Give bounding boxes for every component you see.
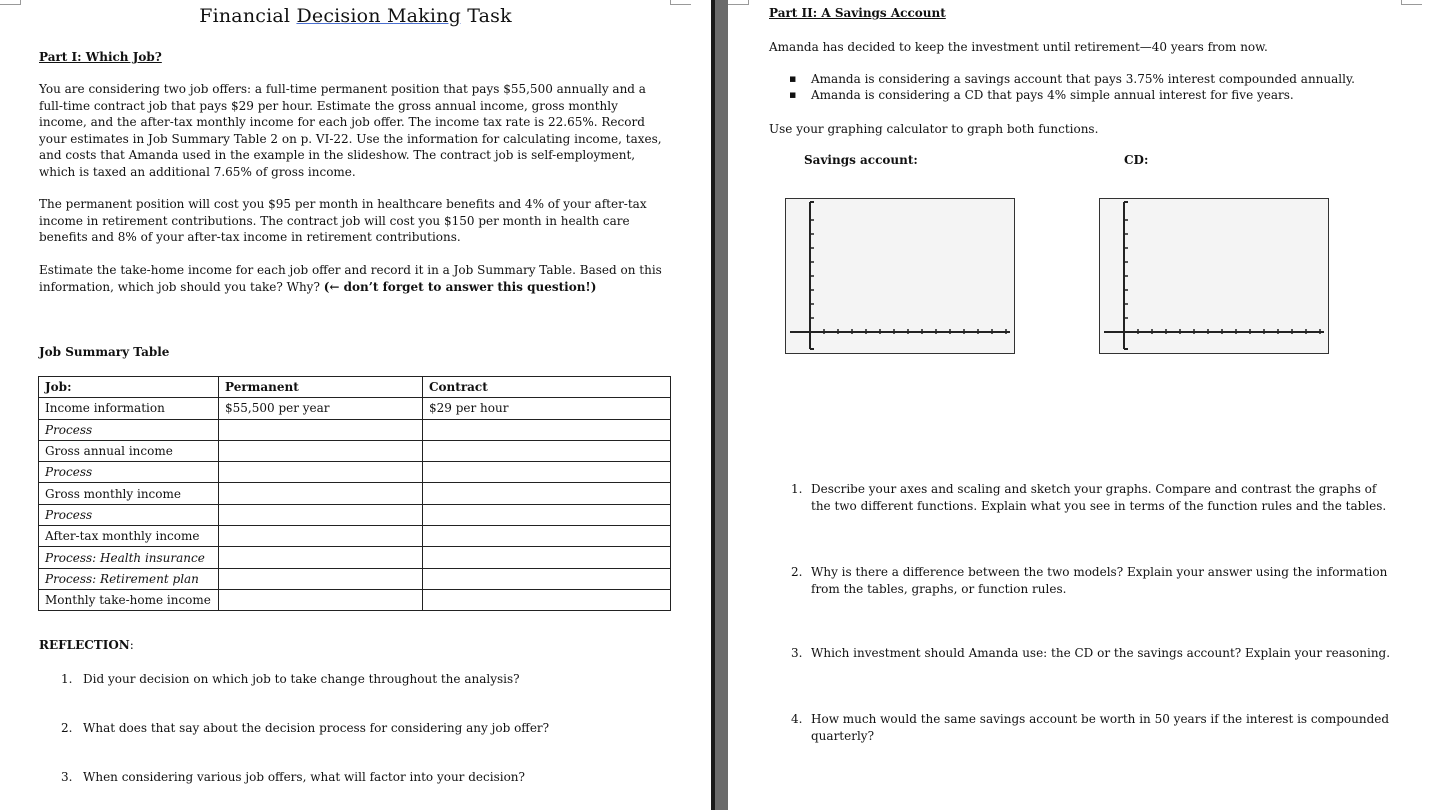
table-row: [39, 398, 671, 419]
option-list: [769, 71, 1409, 103]
table-cell: [423, 589, 671, 610]
table-cell: [219, 440, 423, 461]
reflection-item: [61, 770, 525, 784]
question-number: 3.: [791, 646, 803, 660]
table-cell: [219, 547, 423, 568]
question-text: Which investment should Amanda use: the CD or the savings account? Explain your reasoning.: [811, 646, 1391, 660]
part2-heading: Part II: A Savings Account: [769, 6, 946, 20]
job-summary-table: [38, 376, 671, 611]
part1-paragraph-3: [39, 262, 669, 295]
table-row: [39, 440, 671, 461]
title-text: Task: [460, 5, 512, 27]
table-cell: [219, 568, 423, 589]
cd-graph-label: CD:: [1124, 153, 1149, 167]
table-cell: [423, 440, 671, 461]
reflection-item: [61, 721, 549, 735]
paragraph-3-reminder: (← don’t forget to answer this question!): [323, 279, 597, 294]
right-page: [728, 0, 1431, 810]
title-text: Financial: [199, 5, 297, 27]
table-cell: [423, 462, 671, 483]
table-row: [39, 504, 671, 525]
left-page: [0, 0, 711, 810]
table-row: [39, 462, 671, 483]
table-cell: Process: [39, 504, 219, 525]
page-corner-mark: [728, 0, 749, 5]
table-cell: [219, 589, 423, 610]
table-row: [39, 568, 671, 589]
table-cell: [219, 483, 423, 504]
table-cell: Gross annual income: [39, 440, 219, 461]
table-row: [39, 547, 671, 568]
table-header-cell: Job:: [39, 377, 219, 398]
table-cell: Process: [39, 419, 219, 440]
part1-paragraph-2: The permanent position will cost you $95 per month in healthcare benefits and 4% of your after-tax income in retirement contributions. The contract job will cost you $150 per month in health care benefits and 8% of your after-tax income in retirement contributions.: [39, 197, 647, 244]
question-number: 2.: [791, 565, 803, 579]
question-text: How much would the same savings account be worth in 50 years if the interest is compounded quarterly?: [811, 712, 1390, 743]
table-cell: Gross monthly income: [39, 483, 219, 504]
table-cell: [423, 483, 671, 504]
table-cell: Income information: [39, 398, 219, 419]
table-row: [39, 526, 671, 547]
item-number: 2.: [61, 721, 73, 735]
question-text: Describe your axes and scaling and sketch your graphs. Compare and contrast the graphs of the two different functions. Explain what you see in terms of the function rules and the tables.: [811, 482, 1387, 513]
part1-heading: Part I: Which Job?: [39, 50, 162, 64]
question-number: 4.: [791, 712, 803, 726]
cd-graph-window: [1099, 198, 1329, 354]
table-cell: [423, 568, 671, 589]
reflection-heading: [39, 638, 134, 652]
table-cell: [423, 419, 671, 440]
table-cell: [423, 504, 671, 525]
title-text-underlined: Decision Making: [296, 5, 461, 27]
item-number: 1.: [61, 672, 73, 686]
part1-paragraph-1: You are considering two job offers: a full-time permanent position that pays $55,500 annually and a full-time contract job that pays $29 per hour. Estimate the gross annual income, gross monthly income, and the after-tax monthly income for each job offer. The income tax rate is 22.65%. Record your estimates in Job Summary Table 2 on p. VI-22. Use the information for calculating income, taxes, and costs that Amanda used in the example in the slideshow. The contract job is self-employment, which is taxed an additional 7.65% of gross income.: [39, 82, 662, 179]
page-corner-mark: [1401, 0, 1422, 5]
table-row: [39, 419, 671, 440]
option-bullet: ▪ Amanda is considering a CD that pays 4% simple annual interest for five years.: [769, 87, 1409, 103]
reflection-colon: :: [129, 638, 134, 652]
table-header-cell: Contract: [423, 377, 671, 398]
savings-graph-window: [785, 198, 1015, 354]
table-cell: [423, 526, 671, 547]
gutter-edge: [711, 0, 715, 810]
savings-graph-label: Savings account:: [804, 153, 918, 167]
page-title: [0, 5, 711, 27]
table-cell: Process: [39, 462, 219, 483]
table-cell: [219, 526, 423, 547]
question: [791, 564, 1391, 597]
reflection-item: [61, 672, 520, 686]
graph-instruction: Use your graphing calculator to graph both functions.: [769, 122, 1099, 136]
table-cell: [219, 504, 423, 525]
page-gutter: [711, 0, 728, 810]
question: [791, 645, 1391, 662]
table-heading: Job Summary Table: [39, 345, 170, 359]
item-text: When considering various job offers, what will factor into your decision?: [83, 770, 525, 784]
table-cell: Process: Retirement plan: [39, 568, 219, 589]
item-text: Did your decision on which job to take change throughout the analysis?: [83, 672, 520, 686]
table-cell: $29 per hour: [423, 398, 671, 419]
question-text: Why is there a difference between the two models? Explain your answer using the information from the tables, graphs, or function rules.: [811, 565, 1388, 596]
table-cell: [219, 419, 423, 440]
question: [791, 711, 1391, 744]
table-cell: Process: Health insurance: [39, 547, 219, 568]
question-number: 1.: [791, 482, 803, 496]
table-cell: [219, 462, 423, 483]
table-header-cell: Permanent: [219, 377, 423, 398]
table-cell: $55,500 per year: [219, 398, 423, 419]
part2-intro: Amanda has decided to keep the investment until retirement—40 years from now.: [769, 40, 1268, 54]
table-cell: Monthly take-home income: [39, 589, 219, 610]
table-cell: After-tax monthly income: [39, 526, 219, 547]
table-row: [39, 483, 671, 504]
table-row: [39, 589, 671, 610]
table-cell: [423, 547, 671, 568]
item-number: 3.: [61, 770, 73, 784]
paragraph-3-text: Estimate the take-home income for each job offer and record it in a Job Summary Table. Based on this information, which job should you take? Why?: [39, 263, 662, 294]
option-bullet: ▪ Amanda is considering a savings account that pays 3.75% interest compounded annually.: [769, 71, 1409, 87]
question: [791, 481, 1391, 514]
reflection-heading-text: REFLECTION: [39, 638, 130, 652]
item-text: What does that say about the decision process for considering any job offer?: [83, 721, 550, 735]
table-header-row: [39, 377, 671, 398]
